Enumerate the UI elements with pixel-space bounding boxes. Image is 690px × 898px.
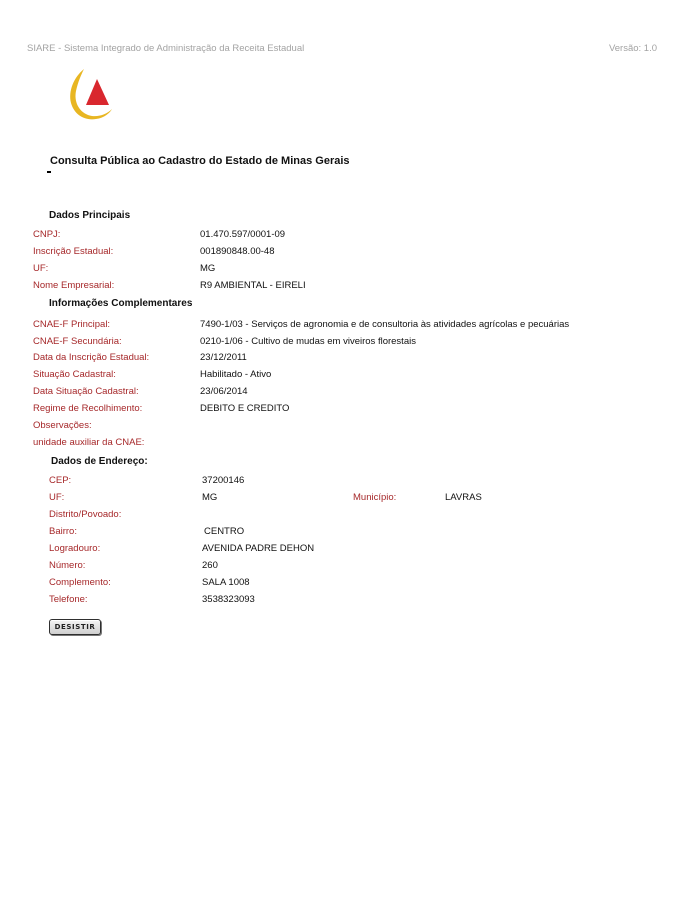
bairro-value: CENTRO — [204, 526, 245, 537]
data-inscricao-value: 23/12/2011 — [200, 352, 247, 363]
complemento-value: SALA 1008 — [202, 577, 250, 588]
cnae-secundaria-label: CNAE-F Secundária: — [33, 336, 122, 347]
text-cursor-mark — [47, 171, 51, 173]
cnae-principal-label: CNAE-F Principal: — [33, 319, 111, 330]
uf-label: UF: — [33, 263, 49, 274]
numero-value: 260 — [202, 560, 218, 571]
telefone-label: Telefone: — [49, 594, 88, 605]
cep-label: CEP: — [49, 475, 72, 486]
cnpj-label: CNPJ: — [33, 229, 61, 240]
version-label: Versão: 1.0 — [608, 43, 657, 54]
regime-recolhimento-value: DEBITO E CREDITO — [200, 403, 290, 414]
inscricao-estadual-label: Inscrição Estadual: — [33, 246, 114, 257]
section-dados-endereco: Dados de Endereço: — [51, 456, 148, 467]
minas-gerais-logo-icon — [66, 67, 114, 123]
nome-empresarial-value: R9 AMBIENTAL - EIRELI — [200, 280, 306, 291]
page-title: Consulta Pública ao Cadastro do Estado de Minas Gerais — [50, 155, 350, 167]
situacao-cadastral-label: Situação Cadastral: — [33, 369, 116, 380]
data-situacao-label: Data Situação Cadastral: — [33, 386, 139, 397]
observacoes-label: Observações: — [33, 420, 92, 431]
endereco-uf-value: MG — [202, 492, 218, 503]
section-informacoes-complementares: Informações Complementares — [49, 298, 193, 309]
endereco-uf-label: UF: — [49, 492, 65, 503]
data-situacao-value: 23/06/2014 — [200, 386, 248, 397]
cnpj-value: 01.470.597/0001-09 — [200, 229, 286, 240]
top-bar — [27, 43, 657, 54]
section-dados-principais: Dados Principais — [49, 210, 131, 221]
logradouro-label: Logradouro: — [49, 543, 101, 554]
complemento-label: Complemento: — [49, 577, 111, 588]
desistir-button[interactable]: DESISTIR — [49, 619, 101, 635]
regime-recolhimento-label: Regime de Recolhimento: — [33, 403, 143, 414]
cnae-secundaria-value: 0210-1/06 - Cultivo de mudas em viveiros florestais — [200, 336, 416, 347]
system-name: SIARE - Sistema Integrado de Administração da Receita Estadual — [27, 43, 305, 54]
cep-value: 37200146 — [202, 475, 245, 486]
municipio-value: LAVRAS — [445, 492, 482, 503]
distrito-label: Distrito/Povoado: — [49, 509, 122, 520]
uf-value: MG — [200, 263, 216, 274]
situacao-cadastral-value: Habilitado - Ativo — [200, 369, 272, 380]
inscricao-estadual-value: 001890848.00-48 — [200, 246, 275, 257]
data-inscricao-label: Data da Inscrição Estadual: — [33, 352, 150, 363]
nome-empresarial-label: Nome Empresarial: — [33, 280, 115, 291]
bairro-label: Bairro: — [49, 526, 77, 537]
numero-label: Número: — [49, 560, 86, 571]
cnae-principal-value: 7490-1/03 - Serviços de agronomia e de consultoria às atividades agrícolas e pecuárias — [200, 319, 570, 330]
unidade-auxiliar-label: unidade auxiliar da CNAE: — [33, 437, 145, 448]
municipio-label: Município: — [353, 492, 397, 503]
telefone-value: 3538323093 — [202, 594, 255, 605]
logradouro-value: AVENIDA PADRE DEHON — [202, 543, 315, 554]
